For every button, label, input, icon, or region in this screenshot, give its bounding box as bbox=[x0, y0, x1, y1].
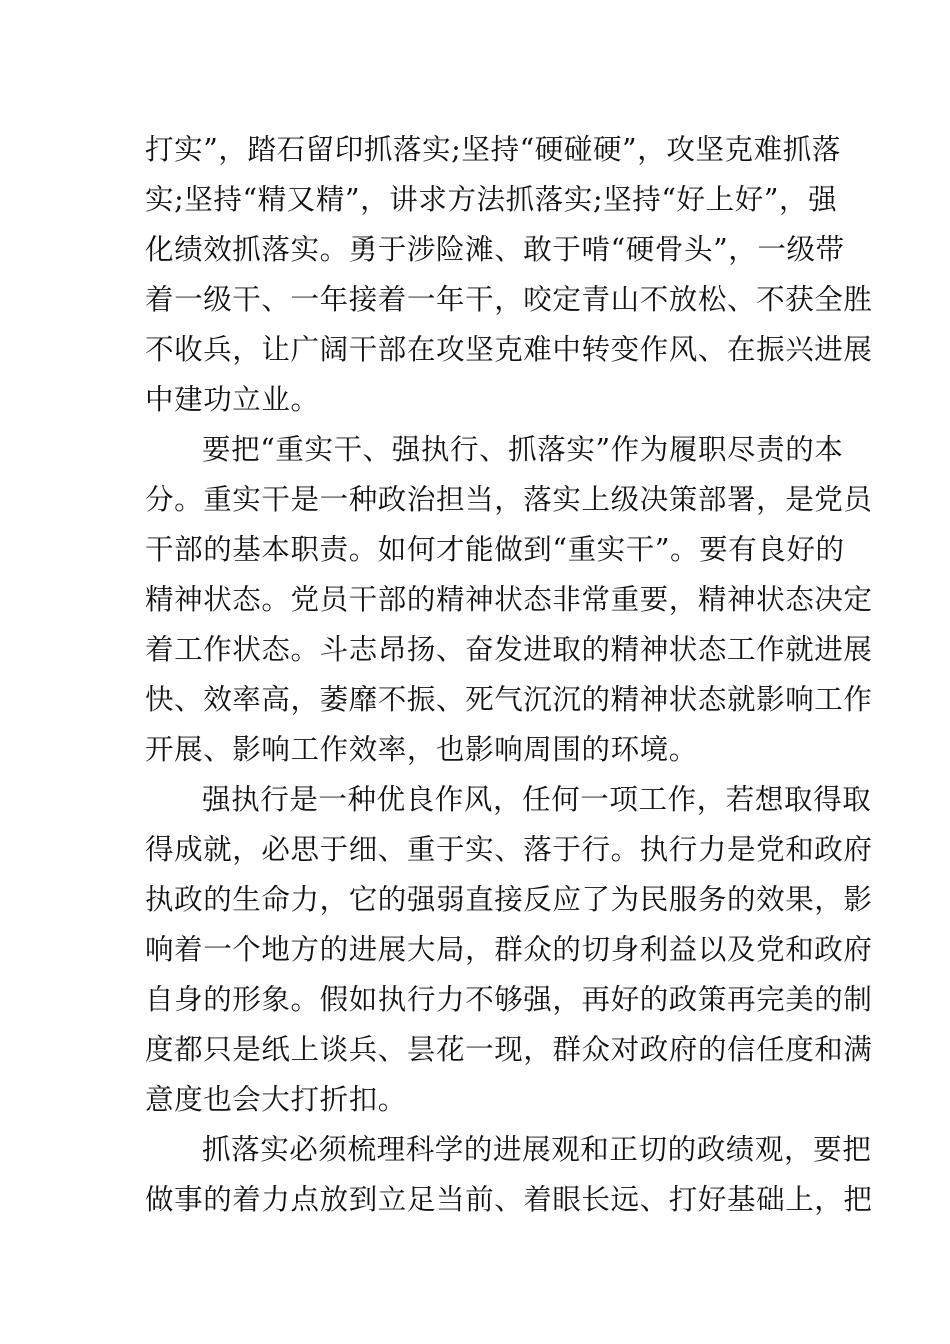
text-line: 自身的形象。假如执行力不够强，再好的政策再完美的制 bbox=[145, 983, 873, 1016]
text-line: 打实”，踏石留印抓落实;坚持“硬碰硬”，攻坚克难抓落 bbox=[145, 133, 841, 166]
text-line: 着一级干、一年接着一年干，咬定青山不放松、不获全胜 bbox=[145, 283, 873, 316]
text-line: 度都只是纸上谈兵、昙花一现，群众对政府的信任度和满 bbox=[145, 1033, 873, 1066]
text-line: 要把“重实干、强执行、抓落实”作为履职尽责的本 bbox=[202, 433, 844, 466]
text-line: 分。重实干是一种政治担当，落实上级决策部署，是党员 bbox=[145, 483, 873, 516]
text-line: 不收兵，让广阔干部在攻坚克难中转变作风、在振兴进展 bbox=[145, 333, 873, 366]
text-line: 中建功立业。 bbox=[145, 383, 320, 416]
text-line: 响着一个地方的进展大局，群众的切身利益以及党和政府 bbox=[145, 933, 873, 966]
text-line: 快、效率高，萎靡不振、死气沉沉的精神状态就影响工作 bbox=[145, 683, 873, 716]
paragraph-2 bbox=[145, 425, 873, 775]
text-line: 开展、影响工作效率，也影响周围的环境。 bbox=[145, 733, 698, 766]
text-line: 化绩效抓落实。勇于涉险滩、敢于啃“硬骨头”，一级带 bbox=[145, 233, 845, 266]
text-line: 精神状态。党员干部的精神状态非常重要，精神状态决定 bbox=[145, 583, 873, 616]
text-line: 实;坚持“精又精”，讲求方法抓落实;坚持“好上好”，强 bbox=[145, 183, 838, 216]
text-line: 强执行是一种优良作风，任何一项工作，若想取得取 bbox=[202, 783, 872, 816]
text-line: 干部的基本职责。如何才能做到“重实干”。要有良好的 bbox=[145, 533, 845, 566]
text-line: 做事的着力点放到立足当前、着眼长远、打好基础上，把 bbox=[145, 1183, 873, 1216]
text-line: 着工作状态。斗志昂扬、奋发进取的精神状态工作就进展 bbox=[145, 633, 873, 666]
text-line: 得成就，必思于细、重于实、落于行。执行力是党和政府 bbox=[145, 833, 873, 866]
text-line: 执政的生命力，它的强弱直接反应了为民服务的效果，影 bbox=[145, 883, 873, 916]
paragraph-4 bbox=[145, 1125, 873, 1225]
paragraph-1 bbox=[145, 125, 873, 425]
text-line: 抓落实必须梳理科学的进展观和正切的政绩观，要把 bbox=[202, 1133, 872, 1166]
paragraph-3 bbox=[145, 775, 873, 1125]
document-body bbox=[145, 125, 873, 1225]
text-line: 意度也会大打折扣。 bbox=[145, 1083, 407, 1116]
